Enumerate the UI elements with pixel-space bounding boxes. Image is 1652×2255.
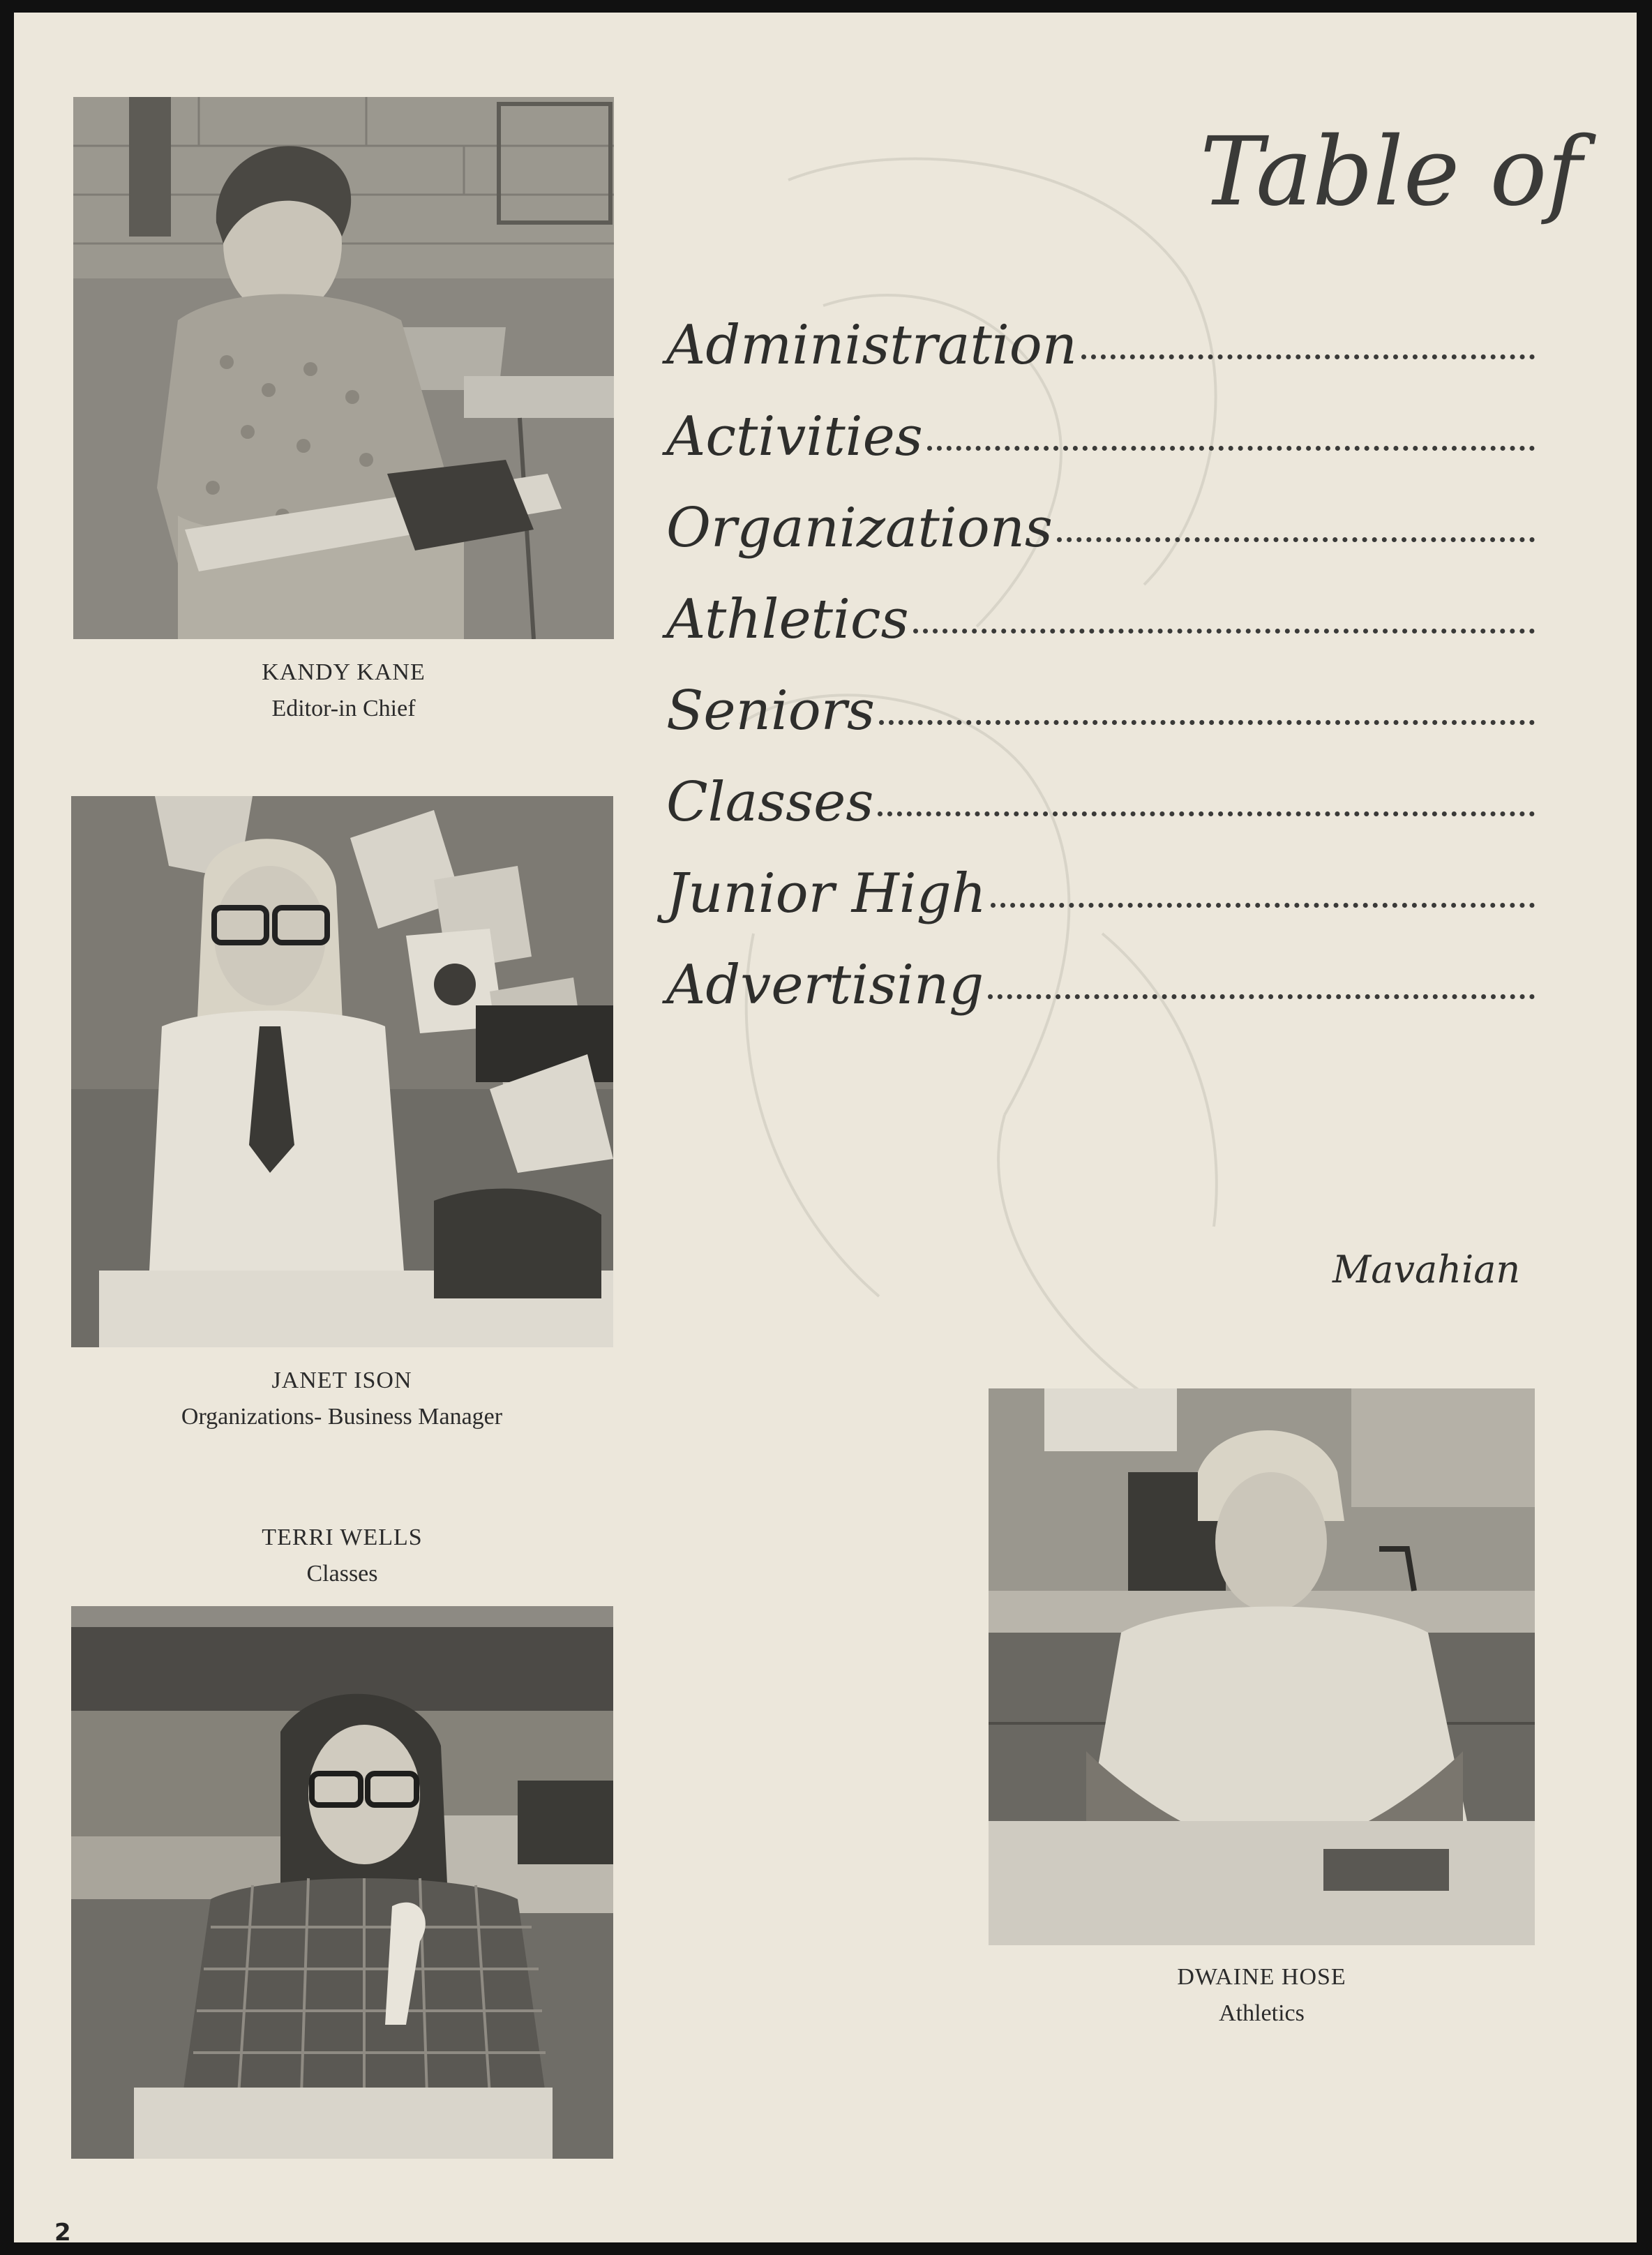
caption-janet-ison xyxy=(56,1363,628,1435)
toc-label: Organizations xyxy=(666,497,1053,560)
staff-name: KANDY KANE xyxy=(262,659,426,685)
toc-item-activities[interactable] xyxy=(666,405,1535,497)
caption-kandy-kane xyxy=(73,654,614,727)
toc-item-seniors[interactable] xyxy=(666,680,1535,771)
toc-label: Administration xyxy=(666,314,1077,377)
toc-list xyxy=(666,314,1535,1045)
toc-label: Activities xyxy=(666,405,923,468)
yearbook-page xyxy=(14,13,1637,2242)
toc-leader-dots xyxy=(927,446,1535,451)
toc-leader-dots xyxy=(913,629,1535,634)
toc-item-advertising[interactable] xyxy=(666,954,1535,1045)
staff-role: Classes xyxy=(306,1561,378,1587)
photo-kandy-kane xyxy=(73,97,614,639)
toc-label: Advertising xyxy=(666,954,984,1017)
caption-terri-wells xyxy=(71,1520,613,1592)
staff-role: Editor-in Chief xyxy=(271,696,416,721)
toc-item-classes[interactable] xyxy=(666,771,1535,862)
toc-leader-dots xyxy=(1081,354,1535,359)
photo-janet-ison xyxy=(71,796,613,1347)
book-title: Mavahian xyxy=(1332,1248,1521,1291)
toc-label: Athletics xyxy=(666,588,909,651)
toc-leader-dots xyxy=(988,994,1535,999)
staff-name: DWAINE HOSE xyxy=(1177,1964,1346,1990)
staff-name: TERRI WELLS xyxy=(262,1524,423,1550)
photo-terri-wells xyxy=(71,1606,613,2159)
toc-item-junior-high[interactable] xyxy=(666,862,1535,954)
staff-name: JANET ISON xyxy=(271,1368,412,1393)
caption-dwaine-hose xyxy=(989,1959,1535,2032)
toc-label: Classes xyxy=(666,771,874,834)
toc-item-organizations[interactable] xyxy=(666,497,1535,588)
toc-leader-dots xyxy=(1057,537,1535,542)
photo-dwaine-hose xyxy=(989,1388,1535,1945)
toc-leader-dots xyxy=(991,903,1535,908)
staff-role: Athletics xyxy=(1219,2000,1305,2026)
page-number: 2 xyxy=(54,2219,71,2242)
toc-leader-dots xyxy=(879,720,1535,725)
staff-role: Organizations- Business Manager xyxy=(181,1404,503,1430)
toc-title: Table of xyxy=(1200,117,1582,227)
toc-item-administration[interactable] xyxy=(666,314,1535,405)
toc-leader-dots xyxy=(878,811,1535,816)
toc-label: Seniors xyxy=(666,680,876,742)
toc-label: Junior High xyxy=(666,862,986,925)
toc-item-athletics[interactable] xyxy=(666,588,1535,680)
